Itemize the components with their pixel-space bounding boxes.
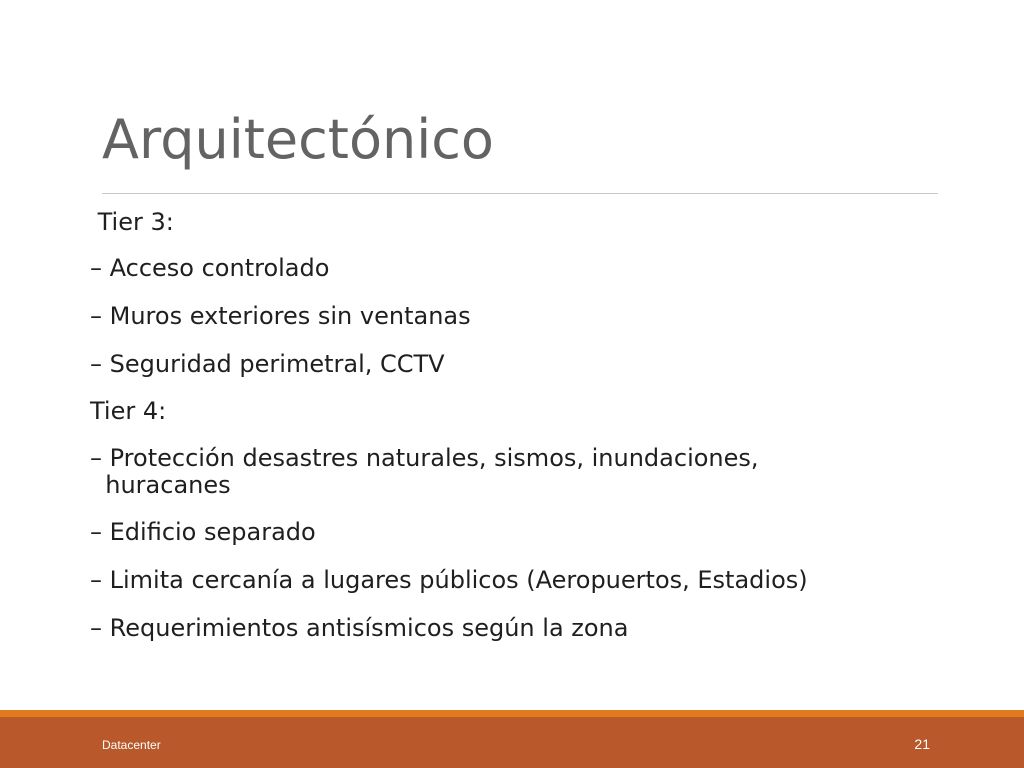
footer-stripe [0,710,1024,717]
bullet-muros-exteriores: – Muros exteriores sin ventanas [90,302,471,330]
bullet-proteccion-desastres: – Protección desastres naturales, sismos, inundaciones, [90,444,759,472]
bullet-acceso-controlado: – Acceso controlado [90,254,330,282]
bullet-requerimientos-antisismicos: – Requerimientos antisísmicos según la zona [90,614,629,642]
tier-3-heading: Tier 3: [90,208,174,236]
bullet-limita-cercania: – Limita cercanía a lugares públicos (Aeropuertos, Estadios) [90,566,808,594]
title-divider [102,193,938,194]
bullet-seguridad-perimetral: – Seguridad perimetral, CCTV [90,350,445,378]
footer-label: Datacenter [102,738,161,752]
slide-title: Arquitectónico [102,108,494,171]
page-number: 21 [914,736,930,752]
bullet-edificio-separado: – Edificio separado [90,518,316,546]
bullet-proteccion-desastres-continuation: huracanes [90,471,231,499]
tier-4-heading: Tier 4: [90,397,167,425]
